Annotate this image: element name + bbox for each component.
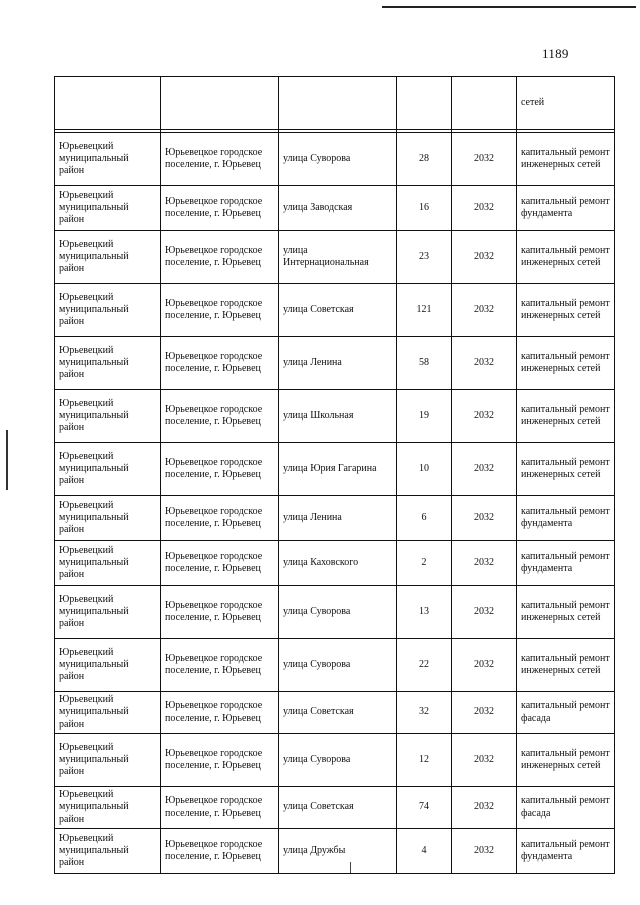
cell-year [452, 77, 517, 130]
cell-house: 19 [397, 390, 452, 443]
cell-district [55, 77, 161, 130]
table-row [55, 231, 615, 284]
cell-year: 2032 [452, 829, 517, 874]
cell-house [397, 77, 452, 130]
cell-house: 13 [397, 586, 452, 639]
repair-schedule-table [54, 76, 615, 874]
cell-settlement: Юрьевецкое городское поселение, г. Юрьевец [161, 787, 279, 829]
cell-work: капитальный ремонт фундамента [517, 186, 615, 231]
cell-street: улица Советская [279, 284, 397, 337]
cell-year: 2032 [452, 337, 517, 390]
table-row [55, 337, 615, 390]
cell-house: 16 [397, 186, 452, 231]
table-row [55, 541, 615, 586]
table-row [55, 496, 615, 541]
cell-street: улица Советская [279, 692, 397, 734]
cell-district: Юрьевецкий муниципальный район [55, 186, 161, 231]
cell-settlement: Юрьевецкое городское поселение, г. Юрьевец [161, 692, 279, 734]
cell-settlement: Юрьевецкое городское поселение, г. Юрьевец [161, 541, 279, 586]
cell-year: 2032 [452, 186, 517, 231]
cell-work: капитальный ремонт фундамента [517, 496, 615, 541]
cell-street: улица Заводская [279, 186, 397, 231]
cell-district: Юрьевецкий муниципальный район [55, 390, 161, 443]
cell-district: Юрьевецкий муниципальный район [55, 443, 161, 496]
cell-year: 2032 [452, 443, 517, 496]
cell-settlement: Юрьевецкое городское поселение, г. Юрьевец [161, 639, 279, 692]
table-row [55, 692, 615, 734]
top-rule [382, 6, 636, 8]
cell-settlement: Юрьевецкое городское поселение, г. Юрьевец [161, 829, 279, 874]
cell-street: улица Суворова [279, 639, 397, 692]
cell-work: капитальный ремонт инженерных сетей [517, 639, 615, 692]
cell-district: Юрьевецкий муниципальный район [55, 734, 161, 787]
cell-settlement: Юрьевецкое городское поселение, г. Юрьевец [161, 734, 279, 787]
cell-settlement: Юрьевецкое городское поселение, г. Юрьевец [161, 337, 279, 390]
cell-work: капитальный ремонт инженерных сетей [517, 284, 615, 337]
cell-year: 2032 [452, 586, 517, 639]
table-row [55, 639, 615, 692]
cell-street: улица Советская [279, 787, 397, 829]
cell-district: Юрьевецкий муниципальный район [55, 541, 161, 586]
cell-work: капитальный ремонт инженерных сетей [517, 231, 615, 284]
cell-district: Юрьевецкий муниципальный район [55, 829, 161, 874]
cell-settlement: Юрьевецкое городское поселение, г. Юрьевец [161, 186, 279, 231]
cell-house: 12 [397, 734, 452, 787]
table-body [55, 77, 615, 874]
cell-work: капитальный ремонт фундамента [517, 829, 615, 874]
cell-street: улица Ленина [279, 496, 397, 541]
cell-house: 2 [397, 541, 452, 586]
cell-work: капитальный ремонт фундамента [517, 541, 615, 586]
cell-district: Юрьевецкий муниципальный район [55, 284, 161, 337]
cell-house: 58 [397, 337, 452, 390]
cell-settlement: Юрьевецкое городское поселение, г. Юрьевец [161, 133, 279, 186]
table-row [55, 284, 615, 337]
table-row [55, 586, 615, 639]
table-row [55, 133, 615, 186]
cell-house: 4 [397, 829, 452, 874]
cell-work: сетей [517, 77, 615, 130]
cell-district: Юрьевецкий муниципальный район [55, 133, 161, 186]
cell-year: 2032 [452, 734, 517, 787]
cell-house: 28 [397, 133, 452, 186]
cell-work: капитальный ремонт фасада [517, 787, 615, 829]
continuation-row [55, 77, 615, 130]
cell-house: 10 [397, 443, 452, 496]
table-row [55, 787, 615, 829]
cell-year: 2032 [452, 133, 517, 186]
cell-year: 2032 [452, 692, 517, 734]
table-row [55, 734, 615, 787]
cell-settlement [161, 77, 279, 130]
cell-district: Юрьевецкий муниципальный район [55, 496, 161, 541]
cell-settlement: Юрьевецкое городское поселение, г. Юрьевец [161, 586, 279, 639]
cell-year: 2032 [452, 390, 517, 443]
cell-street: улица Суворова [279, 586, 397, 639]
cell-work: капитальный ремонт инженерных сетей [517, 586, 615, 639]
cell-street: улица Дружбы [279, 829, 397, 874]
table-row [55, 186, 615, 231]
cell-district: Юрьевецкий муниципальный район [55, 639, 161, 692]
cell-house: 121 [397, 284, 452, 337]
cell-street: улица Юрия Гагарина [279, 443, 397, 496]
cell-year: 2032 [452, 231, 517, 284]
cell-district: Юрьевецкий муниципальный район [55, 692, 161, 734]
cell-district: Юрьевецкий муниципальный район [55, 787, 161, 829]
page-number: 1189 [542, 46, 569, 61]
table-row [55, 829, 615, 874]
scan-mark [6, 430, 8, 490]
table-row [55, 390, 615, 443]
cell-settlement: Юрьевецкое городское поселение, г. Юрьевец [161, 390, 279, 443]
cell-settlement: Юрьевецкое городское поселение, г. Юрьевец [161, 443, 279, 496]
cell-work: капитальный ремонт фасада [517, 692, 615, 734]
cell-house: 22 [397, 639, 452, 692]
cell-district: Юрьевецкий муниципальный район [55, 231, 161, 284]
cell-settlement: Юрьевецкое городское поселение, г. Юрьевец [161, 231, 279, 284]
cell-street [279, 77, 397, 130]
cell-settlement: Юрьевецкое городское поселение, г. Юрьевец [161, 496, 279, 541]
cell-street: улица Суворова [279, 133, 397, 186]
cell-year: 2032 [452, 284, 517, 337]
cell-year: 2032 [452, 787, 517, 829]
cell-house: 74 [397, 787, 452, 829]
cell-house: 6 [397, 496, 452, 541]
cell-house: 23 [397, 231, 452, 284]
cell-work: капитальный ремонт инженерных сетей [517, 390, 615, 443]
cell-house: 32 [397, 692, 452, 734]
cell-work: капитальный ремонт инженерных сетей [517, 133, 615, 186]
cell-work: капитальный ремонт инженерных сетей [517, 337, 615, 390]
cell-street: улица Каховского [279, 541, 397, 586]
cell-street: улица Ленина [279, 337, 397, 390]
cell-work: капитальный ремонт инженерных сетей [517, 443, 615, 496]
cell-work: капитальный ремонт инженерных сетей [517, 734, 615, 787]
cell-district: Юрьевецкий муниципальный район [55, 586, 161, 639]
cell-settlement: Юрьевецкое городское поселение, г. Юрьевец [161, 284, 279, 337]
cell-year: 2032 [452, 541, 517, 586]
table-row [55, 443, 615, 496]
cell-year: 2032 [452, 639, 517, 692]
cell-year: 2032 [452, 496, 517, 541]
cell-district: Юрьевецкий муниципальный район [55, 337, 161, 390]
cell-street: улица Суворова [279, 734, 397, 787]
cell-street: улица Школьная [279, 390, 397, 443]
cell-street: улица Интернациональная [279, 231, 397, 284]
